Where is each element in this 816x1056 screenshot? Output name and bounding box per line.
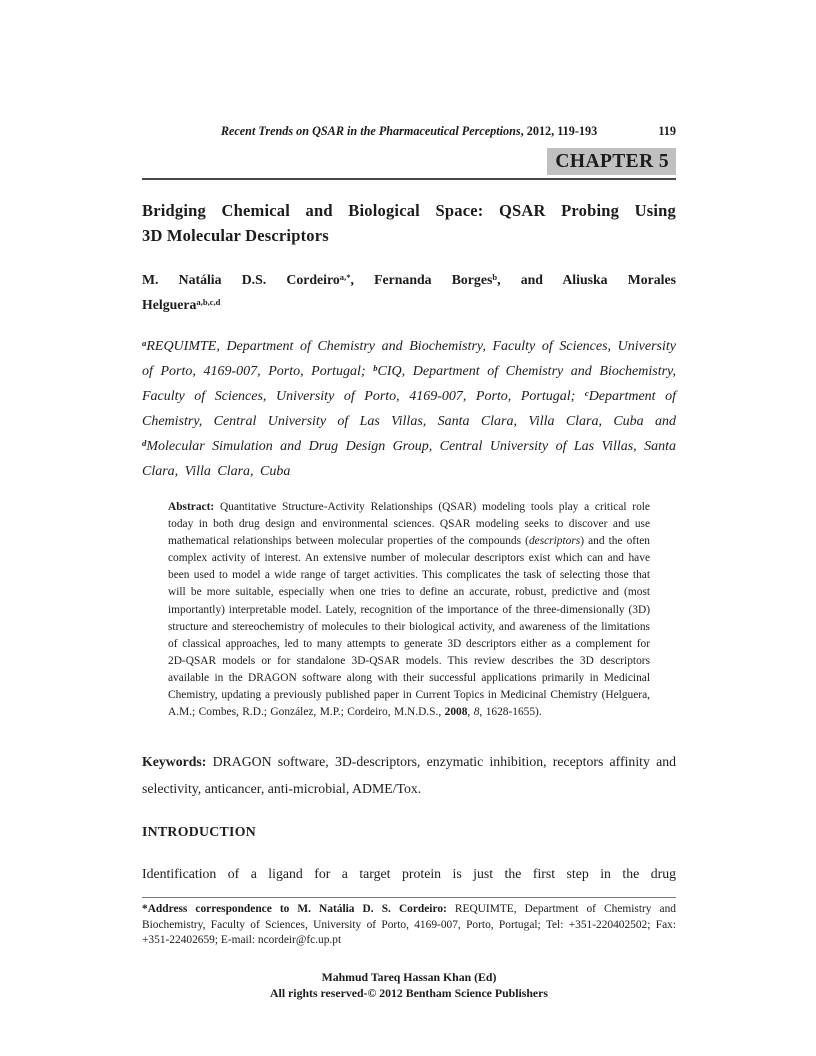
colophon — [142, 970, 676, 1001]
intro-paragraph: Identification of a ligand for a target protein is just the first step in the drug — [142, 866, 676, 882]
authors — [142, 267, 676, 317]
chapter-title-line-1: Bridging Chemical and Biological Space: QSAR Probing Using — [142, 201, 676, 220]
running-title: Recent Trends on QSAR in the Pharmaceutical Perceptions, 2012, 119-193 — [220, 124, 598, 138]
copyright-line: All rights reserved-© 2012 Bentham Science Publishers — [270, 985, 548, 1000]
authors-line-1: M. Natália D.S. Cordeiro$^{a,*}$, Fernanda Borges$^b$, and Aliuska Morales — [142, 271, 676, 287]
chapter-badge: CHAPTER 5 — [547, 148, 676, 175]
chapter-title — [142, 198, 676, 248]
header-rule — [142, 178, 676, 180]
correspondence-footnote: *Address correspondence to M. Natália D. S. Cordeiro: REQUIMTE, Department of Chemistry and Biochemistry, Faculty of Sciences, University of Porto, 4169-007, Porto, Portugal; Tel: +351-220402502; Fax: +351-22402659; E-mail: ncordeir@fc.up.pt — [142, 903, 677, 946]
affiliations: $^a$REQUIMTE, Department of Chemistry and Biochemistry, Faculty of Sciences, University of Porto, 4169-007, Porto, Portugal; $^b$CIQ, Department of Chemistry and Biochemistry, Faculty of Sciences, University of Porto, 4169-007, Porto, Portugal; $^c$Department of Chemistry, Central University of Las Villas, Santa Clara, Villa Clara, Cuba and $^d$Molecular Simulation and Drug Design Group, Central University of Las Villas, Santa Clara, Villa Clara, Cuba — [142, 337, 676, 479]
page-number: 119 — [658, 124, 676, 138]
chapter-title-line-2: 3D Molecular Descriptors — [142, 226, 329, 245]
editor-line: Mahmud Tareq Hassan Khan (Ed) — [321, 970, 497, 985]
section-heading-introduction: INTRODUCTION — [142, 824, 256, 840]
authors-line-2: Helguera$^{a,b,c,d}$ — [142, 296, 221, 312]
abstract: Abstract: Quantitative Structure-Activity Relationships (QSAR) modeling tools play a critical role today in both drug design and environmental sciences. QSAR modeling seeks to discover and use mathematical relationships between molecular properties of the compounds (descriptors) and the often complex activity of interest. An extensive number of molecular descriptors exist which can and have been used to model a wide range of target activities. This complicates the task of selecting those that will be more suitable, especially when one tries to define an accurate, robust, predictive and (most importantly) interpretable model. Lately, recognition of the importance of the three-dimensionally (3D) structure and stereochemistry of molecules to their biological activity, and awareness of the limitations of classical approaches, led to many attempts to generate 3D descriptors either as a complement for 2D-QSAR models or for standalone 3D-QSAR models. This review describes the 3D descriptors available in the DRAGON software along with their successful applications primarily in Medicinal Chemistry, updating a previously published paper in Current Topics in Medicinal Chemistry (Helguera, A.M.; Combes, R.D.; González, M.P.; Cordeiro, M.N.D.S., 2008, 8, 1628-1655). — [168, 501, 650, 719]
chapter-row — [142, 148, 676, 175]
footnote-rule — [142, 897, 676, 898]
running-header — [142, 124, 676, 139]
keywords: Keywords: DRAGON software, 3D-descriptors, enzymatic inhibition, receptors affinity and selectivity, anticancer, anti-microbial, ADME/Tox. — [142, 754, 676, 797]
